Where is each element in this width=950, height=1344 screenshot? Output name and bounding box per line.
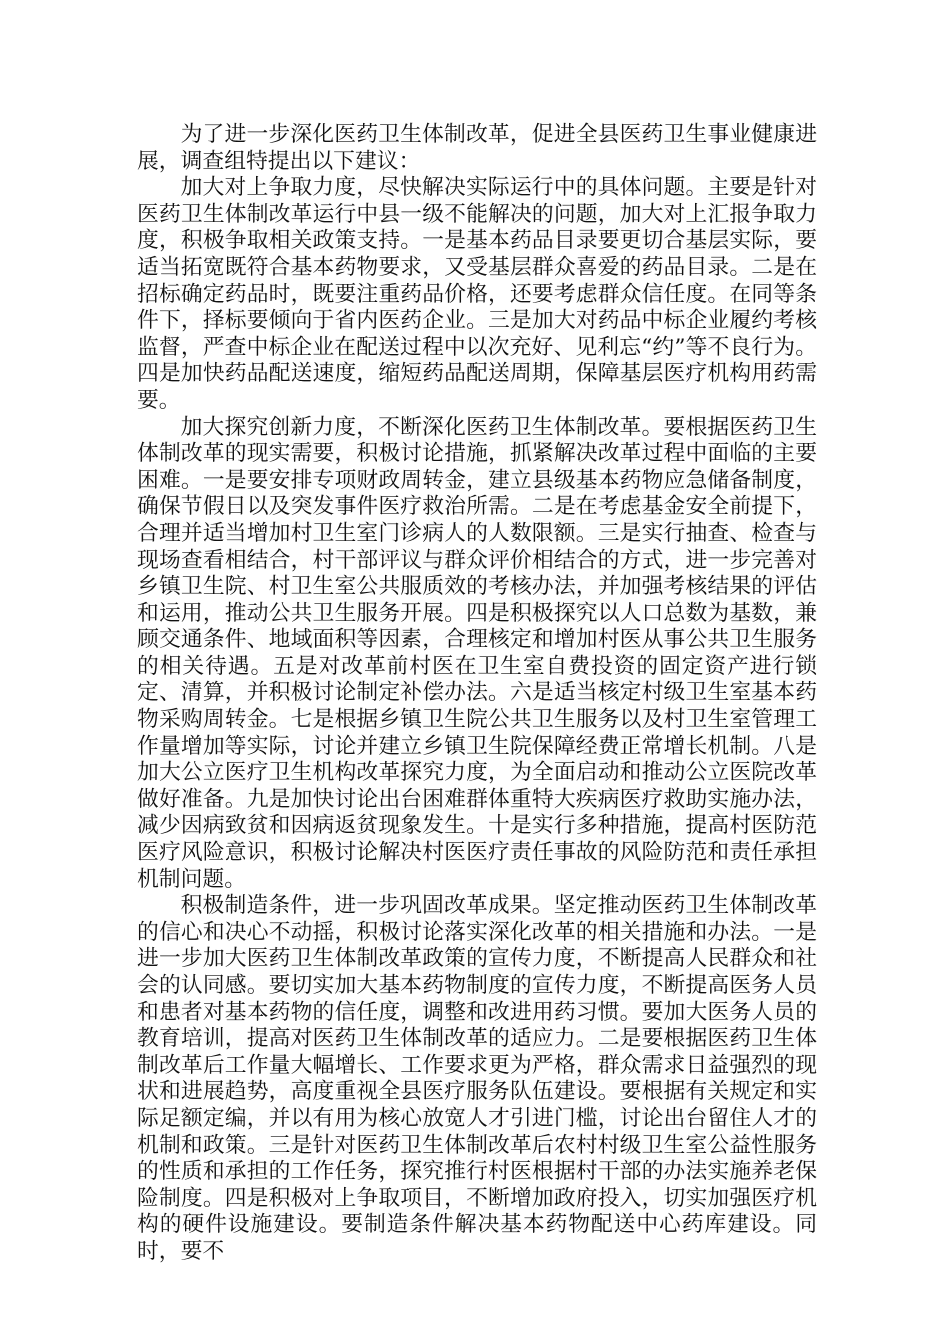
document-body bbox=[137, 122, 817, 1266]
paragraph-policy-support: 加大对上争取力度，尽快解决实际运行中的具体问题。主要是针对医药卫生体制改革运行中县一级不能解决的问题，加大对上汇报争取力度，积极争取相关政策支持。一是基本药品目录要更切合基层实际，要适当拓宽既符合基本药物要求，又受基层群众喜爱的药品目录。二是在招标确定药品时，既要注重药品价格，还要考虑群众信任度。在同等条件下，择标要倾向于省内医药企业。三是加大对药品中标企业履约考核监督，严查中标企业在配送过程中以次充好、见利忘“约”等不良行为。四是加快药品配送速度，缩短药品配送周期，保障基层医疗机构用药需要。 bbox=[137, 175, 817, 413]
paragraph-reform-innovation: 加大探究创新力度，不断深化医药卫生体制改革。要根据医药卫生体制改革的现实需要，积极讨论措施，抓紧解决改革过程中面临的主要困难。一是要安排专项财政周转金，建立县级基本药物应急储备制度，确保节假日以及突发事件医疗救治所需。二是在考虑基金安全前提下，合理并适当增加村卫生室门诊病人的人数限额。三是实行抽查、检查与现场查看相结合，村干部评议与群众评价相结合的方式，进一步完善对乡镇卫生院、村卫生室公共服质效的考核办法，并加强考核结果的评估和运用，推动公共卫生服务开展。四是积极探究以人口总数为基数，兼顾交通条件、地域面积等因素，合理核定和增加村医从事公共卫生服务的相关待遇。五是对改革前村医在卫生室自费投资的固定资产进行锁定、清算，并积极讨论制定补偿办法。六是适当核定村级卫生室基本药物采购周转金。七是根据乡镇卫生院公共卫生服务以及村卫生室管理工作量增加等实际，讨论并建立乡镇卫生院保障经费正常增长机制。八是加大公立医疗卫生机构改革探究力度，为全面启动和推动公立医院改革做好准备。九是加快讨论出台困难群体重特大疾病医疗救助实施办法，减少因病致贫和因病返贫现象发生。十是实行多种措施，提高村医防范医疗风险意识，积极讨论解决村医医疗责任事故的风险防范和责任承担机制问题。 bbox=[137, 414, 817, 892]
paragraph-intro: 为了进一步深化医药卫生体制改革，促进全县医药卫生事业健康进展，调查组特提出以下建议： bbox=[137, 122, 817, 174]
paragraph-consolidate-results: 积极制造条件，进一步巩固改革成果。坚定推动医药卫生体制改革的信心和决心不动摇，积极讨论落实深化改革的相关措施和办法。一是进一步加大医药卫生体制改革政策的宣传力度，不断提高人民群众和社会的认同感。要切实加大基本药物制度的宣传力度，不断提高医务人员和患者对基本药物的信任度，调整和改进用药习惯。要加大医务人员的教育培训，提高对医药卫生体制改革的适应力。二是要根据医药卫生体制改革后工作量大幅增长、工作要求更为严格，群众需求日益强烈的现状和进展趋势，高度重视全县医疗服务队伍建设。要根据有关规定和实际足额定编，并以有用为核心放宽人才引进门槛，讨论出台留住人才的机制和政策。三是针对医药卫生体制改革后农村村级卫生室公益性服务的性质和承担的工作任务，探究推行村医根据村干部的办法实施养老保险制度。四是积极对上争取项目，不断增加政府投入，切实加强医疗机构的硬件设施建设。要制造条件解决基本药物配送中心药库建设。同时，要不 bbox=[137, 893, 817, 1264]
